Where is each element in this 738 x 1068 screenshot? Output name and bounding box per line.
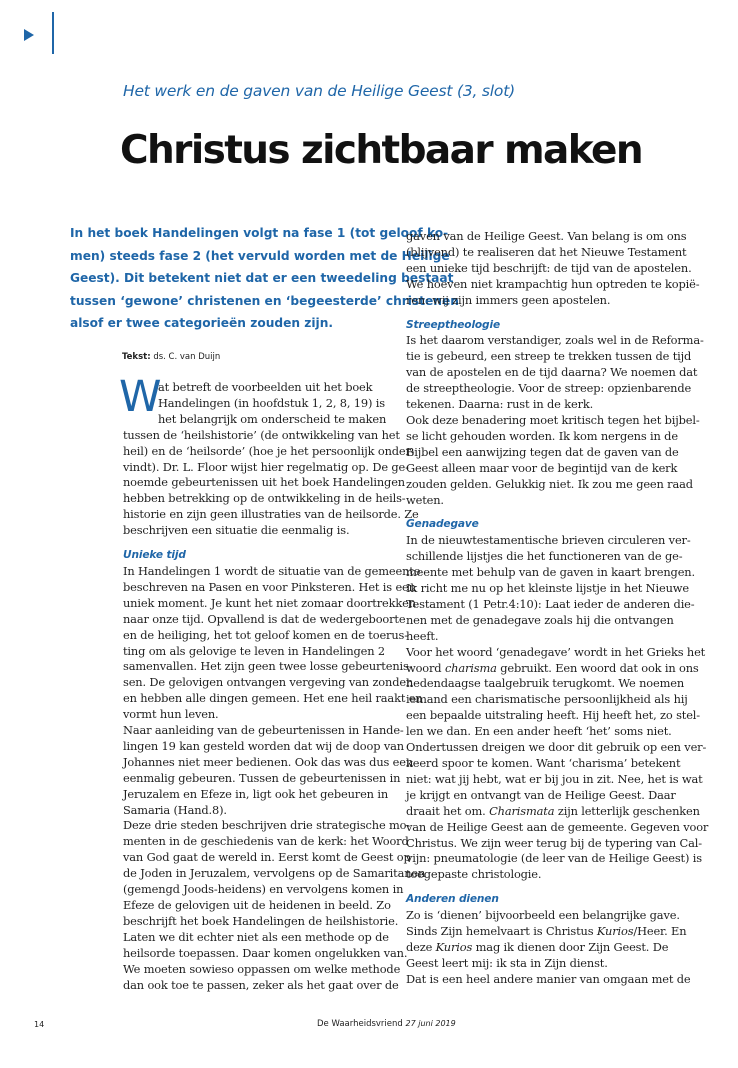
section-heading-genadegave: Genadegave (406, 518, 479, 531)
body-line: gaven van de Heilige Geest. Van belang is om ons (406, 229, 687, 243)
body-line: Efeze de gelovigen uit de heidenen in beeld. Zo (123, 898, 391, 912)
body-line: Johannes niet meer bedienen. Ook das was dus een (123, 754, 414, 769)
body-line: van God gaat de wereld in. Eerst komt de Geest op (123, 850, 411, 865)
body-line: hebben betrekking op de ontwikkeling in de heils- (123, 491, 406, 506)
byline-author: ds. C. van Duijn (153, 352, 221, 362)
body-line (406, 924, 687, 940)
intro-line: alsof er twee categorieën zouden zijn. (70, 316, 334, 331)
byline-label: Tekst: (122, 352, 151, 362)
body-line: Is het daarom verstandiger, zoals wel in de Reforma- (406, 333, 704, 348)
intro-line: men) steeds fase 2 (het vervuld worden met de Heilige (70, 248, 450, 263)
body-line: het belangrijk om onderscheid te maken (158, 411, 387, 426)
issue-date: 27 juni 2019 (405, 1019, 456, 1028)
body-line: Jeruzalem en Efeze in, ligt ook het gebeuren in (123, 786, 389, 801)
section-heading-streeptheologie: Streeptheologie (406, 318, 500, 331)
body-line: We hoeven niet krampachtig hun optreden te kopië- (406, 276, 700, 291)
body-line (406, 660, 699, 677)
body-line: heilsorde toepassen. Daar komen ongelukken van. (123, 945, 408, 960)
body-line: se licht gehouden worden. Ik kom nergens in de (406, 428, 678, 443)
series-kicker: Het werk en de gaven van de Heilige Geest (3, slot) (123, 82, 515, 100)
text-run: /Heer. En (633, 924, 687, 939)
body-line: Ook deze benadering moet kritisch tegen het bijbel- (406, 412, 700, 427)
body-line: In de nieuwtestamentische brieven circuleren ver- (406, 533, 691, 548)
intro-line: In het boek Handelingen volgt na fase 1 (tot geloof ko- (70, 226, 449, 240)
body-line: In Handelingen 1 wordt de situatie van de gemeente (123, 563, 421, 578)
magazine-name: De Waarheidsvriend (317, 1019, 403, 1029)
body-line: naar onze tijd. Opvallend is dat de wedergeboorte (123, 611, 406, 626)
body-line: samenvallen. Het zijn geen twee losse gebeurtenis- (123, 659, 413, 674)
body-line: tie is gebeurd, een streep te trekken tussen de tijd (406, 349, 692, 364)
section-marker-icon (24, 29, 34, 41)
body-line: de Joden in Jeruzalem, vervolgens op de Samaritanen (123, 866, 426, 881)
body-line: len we dan. En een ander heeft ‘het’ soms niet. (406, 724, 672, 739)
body-line: hedendaagse taalgebruik terugkomt. We noemen (406, 676, 685, 691)
body-line: een bepaalde uitstraling heeft. Hij heeft het, zo stel- (406, 708, 700, 723)
body-line: noemde gebeurtenissen uit het boek Handelingen (123, 475, 405, 490)
body-line: toegepaste christologie. (406, 867, 542, 882)
body-line: (blijvend) te realiseren dat het Nieuwe Testament (406, 244, 687, 259)
body-line: vindt). Dr. L. Floor wijst hier regelmatig op. De ge- (123, 459, 409, 474)
body-line: Christus. We zijn weer terug bij de typering van Cal- (406, 835, 702, 850)
body-line: heeft. (406, 628, 439, 643)
body-line: beschrijft het boek Handelingen de heilshistorie. (123, 913, 399, 928)
body-line: beschrijven een situatie die eenmalig is. (123, 523, 350, 538)
body-line: Deze drie steden beschrijven drie strategische mo- (123, 818, 411, 833)
body-line: Geest alleen maar voor de begintijd van de kerk (406, 460, 678, 475)
body-line: beschreven na Pasen en voor Pinksteren. Het is een (123, 579, 416, 594)
body-line: eenmalig gebeuren. Tussen de gebeurtenissen in (123, 770, 401, 785)
text-run: mag ik dienen door Zijn Geest. De (475, 939, 669, 954)
body-line: iemand een charismatische persoonlijkheid als hij (406, 692, 688, 707)
body-line: niet: wat jij hebt, wat er bij jou in zit. Nee, het is wat (406, 771, 703, 786)
text-run: zijn letterlijk geschenken (557, 803, 700, 818)
body-line: de streeptheologie. Voor de streep: opzienbarende (406, 381, 692, 396)
body-line: keerd spoor te komen. Want ‘charisma’ betekent (406, 756, 681, 770)
body-line: meente met behulp van de gaven in kaart brengen. (406, 565, 695, 580)
body-line: zouden gelden. Gelukkig niet. Ik zou me geen raad (406, 476, 693, 491)
body-line: van de apostelen en de tijd daarna? We noemen dat (406, 365, 698, 380)
body-line: schillende lijstjes die het functioneren van de ge- (406, 549, 683, 564)
italic-term: Kurios (596, 924, 634, 939)
italic-term: Kurios (435, 939, 473, 954)
body-line: vijn: pneumatologie (de leer van de Heilige Geest) is (406, 851, 702, 866)
body-line: uniek moment. Je kunt het niet zomaar doortrekken (123, 595, 416, 610)
body-line: Testament (1 Petr.4:10): Laat ieder de anderen die- (406, 596, 695, 611)
intro-line: tussen ‘gewone’ christenen en ‘begeesterde’ christenen (70, 293, 459, 308)
body-line: Bijbel een aanwijzing tegen dat de gaven van de (406, 444, 679, 459)
drop-cap: W (119, 372, 162, 422)
body-line (406, 940, 668, 956)
section-heading-unieke-tijd: Unieke tijd (123, 549, 186, 562)
body-line: Handelingen (in hoofdstuk 1, 2, 8, 19) is (158, 395, 385, 410)
body-line: en hebben alle dingen gemeen. Het ene heil raakt en (123, 691, 423, 706)
body-line: Ik richt me nu op het kleinste lijstje in het Nieuwe (406, 581, 689, 596)
body-line: menten in de geschiedenis van de kerk: het Woord (123, 834, 409, 849)
body-line: dan ook toe te passen, zeker als het gaat over de (123, 977, 399, 992)
body-line: nen met de genadegave zoals hij die ontvangen (406, 612, 674, 627)
body-line: sen. De gelovigen ontvangen vergeving van zonden (123, 675, 414, 690)
body-line: We moeten sowieso oppassen om welke methode (123, 961, 401, 976)
text-run: gebruikt. Een woord dat ook in ons (500, 660, 699, 675)
body-line: vormt hun leven. (123, 707, 219, 722)
intro-line: Geest). Dit betekent niet dat er een tweedeling bestaat (70, 271, 454, 286)
body-line: Samaria (Hand.8). (123, 802, 227, 817)
body-line: heil) en de ‘heilsorde’ (hoe je het persoonlijk onder- (123, 443, 415, 458)
body-line: historie en zijn geen illustraties van de heilsorde. Ze (123, 507, 419, 522)
body-line: lingen 19 kan gesteld worden dat wij de doop van (123, 738, 404, 753)
text-run: woord (406, 660, 442, 675)
body-line: Voor het woord ‘genadegave’ wordt in het Grieks het (406, 644, 706, 659)
body-line: at betreft de voorbeelden uit het boek (158, 380, 373, 394)
text-run: draait het om. (406, 803, 486, 818)
section-heading-anderen-dienen: Anderen dienen (406, 893, 499, 906)
body-line: en de heiliging, het tot geloof komen en de toerus- (123, 627, 408, 642)
page-number: 14 (34, 1020, 45, 1029)
body-line: ting om als gelovige te leven in Handelingen 2 (123, 643, 386, 658)
body-line: je krijgt en ontvangt van de Heilige Geest. Daar (406, 787, 676, 802)
body-line: weten. (406, 492, 444, 507)
body-line: van de Heilige Geest aan de gemeente. Gegeven voor (406, 819, 709, 834)
magazine-footer (317, 1019, 456, 1029)
body-line: Laten we dit echter niet als een methode op de (123, 929, 389, 944)
article-title: Christus zichtbaar maken (120, 128, 643, 173)
body-line: tekenen. Daarna: rust in de kerk. (406, 397, 594, 412)
body-line: Ondertussen dreigen we door dit gebruik op een ver- (406, 740, 707, 755)
body-line: (gemengd Joods-heidens) en vervolgens komen in (123, 882, 404, 897)
body-column-right (406, 229, 709, 988)
header-divider (52, 12, 54, 54)
body-line: tussen de ‘heilshistorie’ (de ontwikkeling van het (123, 427, 400, 442)
byline (122, 352, 220, 362)
text-run: deze (406, 939, 433, 954)
body-line (406, 803, 700, 820)
body-line: Naar aanleiding van de gebeurtenissen in Hande- (123, 723, 404, 738)
body-line: ren: wij zijn immers geen apostelen. (406, 292, 611, 307)
body-line: Dat is een heel andere manier van omgaan met de (406, 971, 691, 986)
text-run: Sinds Zijn hemelvaart is Christus (406, 924, 594, 939)
body-line: Geest leert mij: ik sta in Zijn dienst. (406, 955, 608, 970)
body-line: Zo is ‘dienen’ bijvoorbeeld een belangrijke gave. (406, 908, 680, 923)
italic-term: Charismata (489, 803, 555, 818)
body-line: een unieke tijd beschrijft: de tijd van de apostelen. (406, 260, 692, 275)
italic-term: charisma (444, 660, 497, 675)
